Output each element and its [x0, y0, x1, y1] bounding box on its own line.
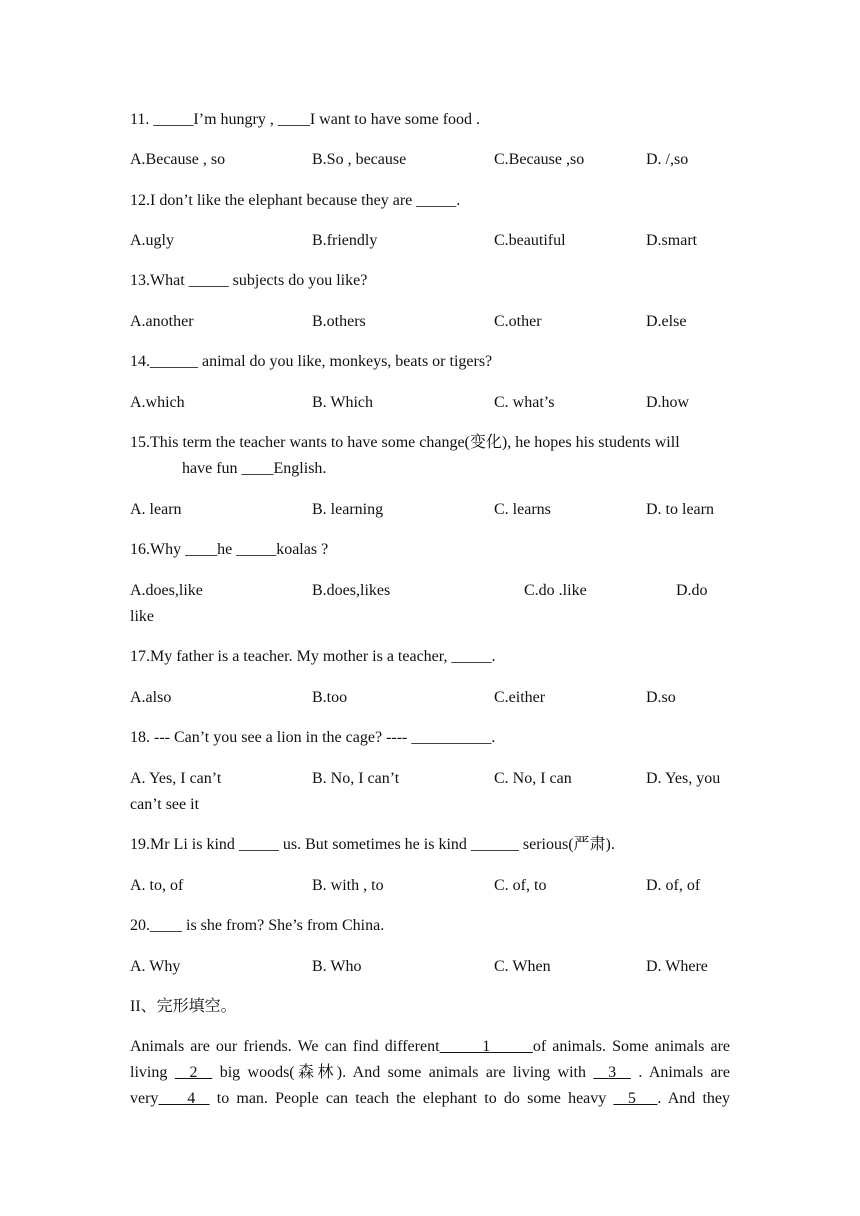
question-14: 14.______ animal do you like, monkeys, beats or tigers?: [130, 353, 493, 370]
option-b: B. learning: [312, 501, 384, 518]
question-15-continuation: have fun ____English.: [182, 460, 327, 477]
option-d: D.so: [646, 689, 676, 706]
option-a: A.which: [130, 394, 185, 411]
option-c: C. what’s: [494, 394, 555, 411]
option-d-continuation: like: [130, 608, 154, 625]
passage-text: . Animals are: [638, 1064, 730, 1081]
question-15: 15.This term the teacher wants to have some change(变化), he hopes his students will: [130, 434, 680, 451]
passage-text: living: [130, 1064, 168, 1081]
option-c: C. When: [494, 958, 551, 975]
passage-text: . And they: [657, 1090, 730, 1107]
options-13: [130, 312, 730, 332]
options-11: [130, 150, 730, 170]
blank-1: [440, 1038, 533, 1055]
passage-text: Animals are our friends. We can find different: [130, 1038, 440, 1055]
option-a: A.also: [130, 689, 172, 706]
passage-line-3: [130, 1086, 730, 1112]
option-d: D.smart: [646, 232, 698, 249]
blank-number: 2: [189, 1064, 198, 1081]
option-d: D. /,so: [646, 151, 689, 168]
option-a: A. learn: [130, 501, 182, 518]
option-a: A.ugly: [130, 232, 174, 249]
options-12: [130, 231, 730, 251]
option-c: C.do .like: [524, 582, 587, 599]
option-c: C. learns: [494, 501, 551, 518]
cloze-passage: [130, 1034, 730, 1112]
option-d: D. of, of: [646, 877, 701, 894]
option-d: D. Where: [646, 958, 708, 975]
question-13: 13.What _____ subjects do you like?: [130, 272, 368, 289]
options-19: [130, 876, 730, 896]
option-b: B. with , to: [312, 877, 384, 894]
option-c: C. of, to: [494, 877, 547, 894]
option-b: B.So , because: [312, 151, 407, 168]
question-18: 18. --- Can’t you see a lion in the cage? ---- __________.: [130, 729, 496, 746]
option-b: B.others: [312, 313, 366, 330]
option-d: D.do: [676, 582, 708, 599]
question-20: 20.____ is she from? She’s from China.: [130, 917, 385, 934]
question-17: 17.My father is a teacher. My mother is a teacher, _____.: [130, 648, 496, 665]
blank-number: 4: [187, 1090, 196, 1107]
option-b: B. Which: [312, 394, 374, 411]
question-16: 16.Why ____he _____koalas ?: [130, 541, 329, 558]
question-12: 12.I don’t like the elephant because they are _____.: [130, 192, 461, 209]
options-14: [130, 393, 730, 413]
blank-number: 3: [608, 1064, 617, 1081]
option-a: A.another: [130, 313, 194, 330]
option-a: A. Yes, I can’t: [130, 770, 222, 787]
options-16: [130, 581, 730, 601]
option-d: D. Yes, you: [646, 770, 721, 787]
option-a: A.does,like: [130, 582, 203, 599]
options-15: [130, 500, 730, 520]
passage-line-2: [130, 1060, 730, 1086]
passage-line-1: [130, 1034, 730, 1060]
blank-4: [158, 1090, 209, 1107]
option-d: D.how: [646, 394, 690, 411]
option-d: D. to learn: [646, 501, 714, 518]
option-c: C.Because ,so: [494, 151, 585, 168]
option-a: A. Why: [130, 958, 181, 975]
option-a: A. to, of: [130, 877, 184, 894]
blank-3: [593, 1064, 631, 1081]
blank-number: 5: [627, 1090, 636, 1107]
option-d: D.else: [646, 313, 687, 330]
option-b: B.does,likes: [312, 582, 391, 599]
option-c: C. No, I can: [494, 770, 572, 787]
blank-number: 1: [482, 1038, 491, 1055]
option-b: B. Who: [312, 958, 362, 975]
option-c: C.either: [494, 689, 546, 706]
question-19: 19.Mr Li is kind _____ us. But sometimes he is kind ______ serious(严肃).: [130, 836, 615, 853]
passage-text: very: [130, 1090, 159, 1107]
option-c: C.beautiful: [494, 232, 566, 249]
option-d-continuation: can’t see it: [130, 796, 200, 813]
passage-text: of animals. Some animals are: [532, 1038, 731, 1055]
option-c: C.other: [494, 313, 542, 330]
blank-5: [613, 1090, 657, 1107]
blank-2: [175, 1064, 213, 1081]
question-11: 11. _____I’m hungry , ____I want to have some food .: [130, 111, 481, 128]
option-b: B.friendly: [312, 232, 378, 249]
options-18: [130, 769, 730, 789]
section-heading: II、完形填空。: [130, 998, 237, 1015]
option-b: B.too: [312, 689, 348, 706]
option-a: A.Because , so: [130, 151, 226, 168]
option-b: B. No, I can’t: [312, 770, 400, 787]
options-17: [130, 688, 730, 708]
passage-text: to man. People can teach the elephant to do some heavy: [216, 1090, 607, 1107]
options-20: [130, 957, 730, 977]
passage-text: big woods(森林). And some animals are living with: [219, 1064, 586, 1081]
